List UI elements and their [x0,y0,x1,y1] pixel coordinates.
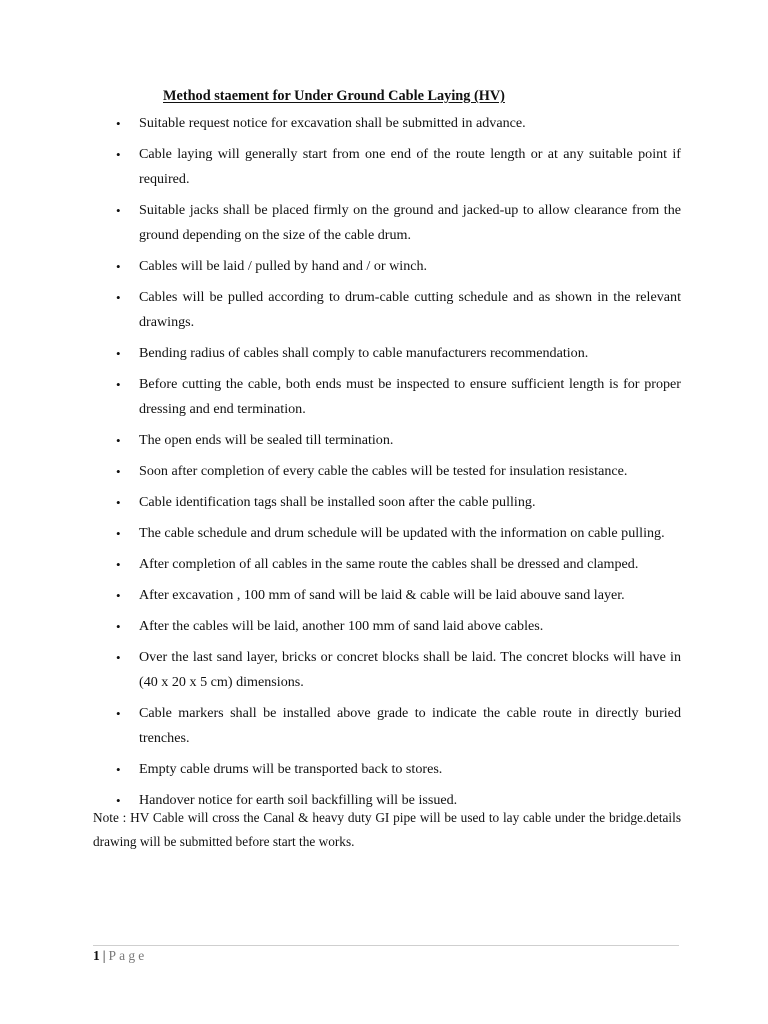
bullet-icon: • [116,762,121,777]
bullet-item [0,428,768,453]
bullet-icon: • [116,588,121,603]
bullet-item [0,372,768,422]
bullet-item [0,254,768,279]
bullet-icon: • [116,116,121,131]
bullet-icon: • [116,495,121,510]
bullet-text: Suitable jacks shall be placed firmly on the ground and jacked-up to allow clearance from the ground depending on the size of the cable drum. [139,202,681,243]
bullet-icon: • [116,433,121,448]
note-paragraph: Note : HV Cable will cross the Canal & heavy duty GI pipe will be used to lay cable under the bridge.details drawing will be submitted before start the works. [93,810,681,849]
bullet-item [0,459,768,484]
bullet-item [0,614,768,639]
bullet-item [0,198,768,248]
bullet-text: Cable laying will generally start from one end of the route length or at any suitable point if required. [139,146,681,187]
bullet-item [0,142,768,192]
bullet-icon: • [116,706,121,721]
bullet-text: After excavation , 100 mm of sand will be laid & cable will be laid abouve sand layer. [139,587,625,603]
bullet-text: Before cutting the cable, both ends must be inspected to ensure sufficient length is for proper dressing and end termination. [139,376,681,417]
bullet-text: The open ends will be sealed till termination. [139,432,394,448]
page-footer [93,945,148,967]
bullet-icon: • [116,346,121,361]
bullet-icon: • [116,619,121,634]
bullet-item [0,757,768,782]
bullet-icon: • [116,147,121,162]
bullet-text: The cable schedule and drum schedule will be updated with the information on cable pulling. [139,525,665,541]
bullet-icon: • [116,526,121,541]
bullet-list [0,111,768,819]
bullet-text: After the cables will be laid, another 100 mm of sand laid above cables. [139,618,544,634]
bullet-text: Cable identification tags shall be installed soon after the cable pulling. [139,494,536,510]
bullet-icon: • [116,290,121,305]
bullet-icon: • [116,793,121,808]
bullet-text: Over the last sand layer, bricks or concret blocks shall be laid. The concret blocks will have in (40 x 20 x 5 cm) dimensions. [139,649,681,690]
page-label: Page [108,948,148,963]
bullet-text: Handover notice for earth soil backfilling will be issued. [139,792,458,808]
bullet-text: Soon after completion of every cable the cables will be tested for insulation resistance. [139,463,628,479]
bullet-item [0,285,768,335]
footer-divider [93,945,679,946]
bullet-item [0,521,768,546]
bullet-item [0,341,768,366]
bullet-item [0,552,768,577]
bullet-item [0,583,768,608]
bullet-item [0,490,768,515]
bullet-text: Empty cable drums will be transported back to stores. [139,761,443,777]
bullet-icon: • [116,259,121,274]
page-separator: | [102,948,106,963]
bullet-text: Cables will be pulled according to drum-cable cutting schedule and as shown in the relevant drawings. [139,289,681,330]
bullet-icon: • [116,377,121,392]
bullet-item [0,111,768,136]
bullet-icon: • [116,557,121,572]
bullet-text: Bending radius of cables shall comply to cable manufacturers recommendation. [139,345,589,361]
bullet-icon: • [116,203,121,218]
page-number: 1 [93,948,100,963]
bullet-text: Suitable request notice for excavation shall be submitted in advance. [139,115,526,131]
bullet-text: Cable markers shall be installed above grade to indicate the cable route in directly buried trenches. [139,705,681,746]
bullet-item [0,701,768,751]
bullet-icon: • [116,650,121,665]
bullet-icon: • [116,464,121,479]
bullet-text: Cables will be laid / pulled by hand and / or winch. [139,258,428,274]
bullet-text: After completion of all cables in the same route the cables shall be dressed and clamped. [139,556,639,572]
bullet-item [0,645,768,695]
document-title: Method staement for Under Ground Cable Laying (HV) [163,88,505,104]
